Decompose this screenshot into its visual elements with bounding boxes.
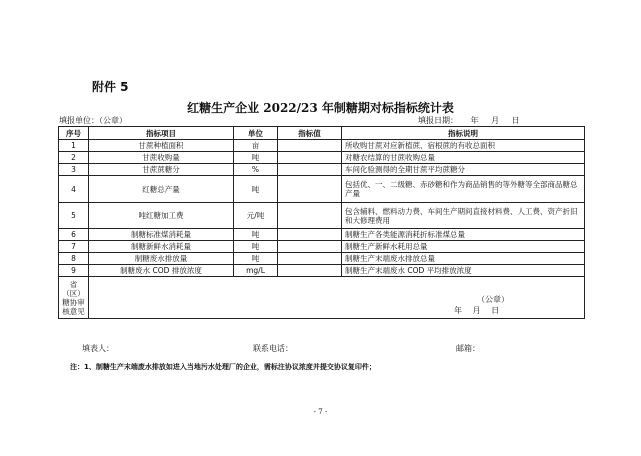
row-item: 甘蔗种植面积 [89,140,234,152]
header-index: 序号 [59,127,89,140]
table-row [59,140,585,152]
review-date-label: 年 月 日 [454,306,500,315]
table-row [59,176,585,203]
row-description: 包括优、一、二级糖、赤砂糖和作为商品销售的等外糖等全部商品糖总产量 [342,176,585,203]
row-description: 车间化验测得的全期甘蔗平均蔗糖分 [342,164,585,176]
row-value[interactable] [278,164,342,176]
document-title: 红糖生产企业 2022/23 年制糖期对标指标统计表 [187,101,454,115]
header-unit: 单位 [234,127,278,140]
attachment-label: 附件 5 [92,80,129,94]
row-description: 制糖生产新鲜水耗用总量 [342,241,585,253]
row-item: 制糖新鲜水消耗量 [89,241,234,253]
row-item: 制糖废水 COD 排放浓度 [89,265,234,277]
table-row [59,203,585,229]
row-unit: mg/L [234,265,278,277]
fill-date-label: 填报日期： 年 月 日 [418,116,520,125]
review-label-line1: 省（区） [62,279,85,298]
row-item: 制糖标准煤消耗量 [89,229,234,241]
row-value[interactable] [278,176,342,203]
row-unit: 吨 [234,176,278,203]
row-unit: % [234,164,278,176]
row-unit: 吨 [234,152,278,164]
indicator-table [58,126,585,319]
row-description: 对糖农结算的甘蔗收购总量 [342,152,585,164]
row-unit: 亩 [234,140,278,152]
footnote: 注：1、制糖生产末端废水排放如进入当地污水处理厂的企业，需标注协议浓度并提交协议复印件； [70,363,376,371]
row-index: 6 [59,229,89,241]
row-index: 3 [59,164,89,176]
review-row [59,277,585,319]
header-description: 指标说明 [342,127,585,140]
row-value[interactable] [278,265,342,277]
row-unit: 吨 [234,229,278,241]
review-seal-label: （公章） [477,295,509,304]
row-value[interactable] [278,140,342,152]
page-number: - 7 - [313,408,328,416]
row-index: 7 [59,241,89,253]
table-row [59,152,585,164]
table-row [59,241,585,253]
email-label: 邮箱： [456,344,480,353]
fill-unit-label: 填报单位：（公章） [59,116,127,125]
row-item: 红糖总产量 [89,176,234,203]
row-description: 所收购甘蔗对应新植蔗、宿根蔗的有收总面积 [342,140,585,152]
row-value[interactable] [278,241,342,253]
table-row [59,229,585,241]
review-label [59,277,89,319]
filler-label: 填表人： [82,344,114,353]
review-label-line2: 糖协审 [62,297,85,307]
row-index: 2 [59,152,89,164]
row-value[interactable] [278,152,342,164]
row-unit: 元/吨 [234,203,278,229]
header-item: 指标项目 [89,127,234,140]
row-value[interactable] [278,203,342,229]
row-description: 制糖生产各类能源消耗折标准煤总量 [342,229,585,241]
row-item: 制糖废水排放量 [89,253,234,265]
review-opinion-area[interactable] [89,277,585,319]
phone-label: 联系电话： [253,344,293,353]
row-index: 4 [59,176,89,203]
table-header-row [59,127,585,140]
row-description: 制糖生产末端废水 COD 平均排放浓度 [342,265,585,277]
table-row [59,265,585,277]
row-description: 制糖生产末端废水排放总量 [342,253,585,265]
row-item: 甘蔗收购量 [89,152,234,164]
table-row [59,253,585,265]
header-value: 指标值 [278,127,342,140]
row-index: 9 [59,265,89,277]
row-description: 包含辅料、燃料动力费、车间生产期间直接材料费、人工费、资产折旧和大修理费用 [342,203,585,229]
row-index: 1 [59,140,89,152]
row-index: 5 [59,203,89,229]
row-item: 吨红糖加工费 [89,203,234,229]
row-item: 甘蔗蔗糖分 [89,164,234,176]
row-unit: 吨 [234,241,278,253]
row-value[interactable] [278,253,342,265]
table-row [59,164,585,176]
review-label-line3: 核意见 [62,306,85,316]
row-index: 8 [59,253,89,265]
row-unit: 吨 [234,253,278,265]
row-value[interactable] [278,229,342,241]
